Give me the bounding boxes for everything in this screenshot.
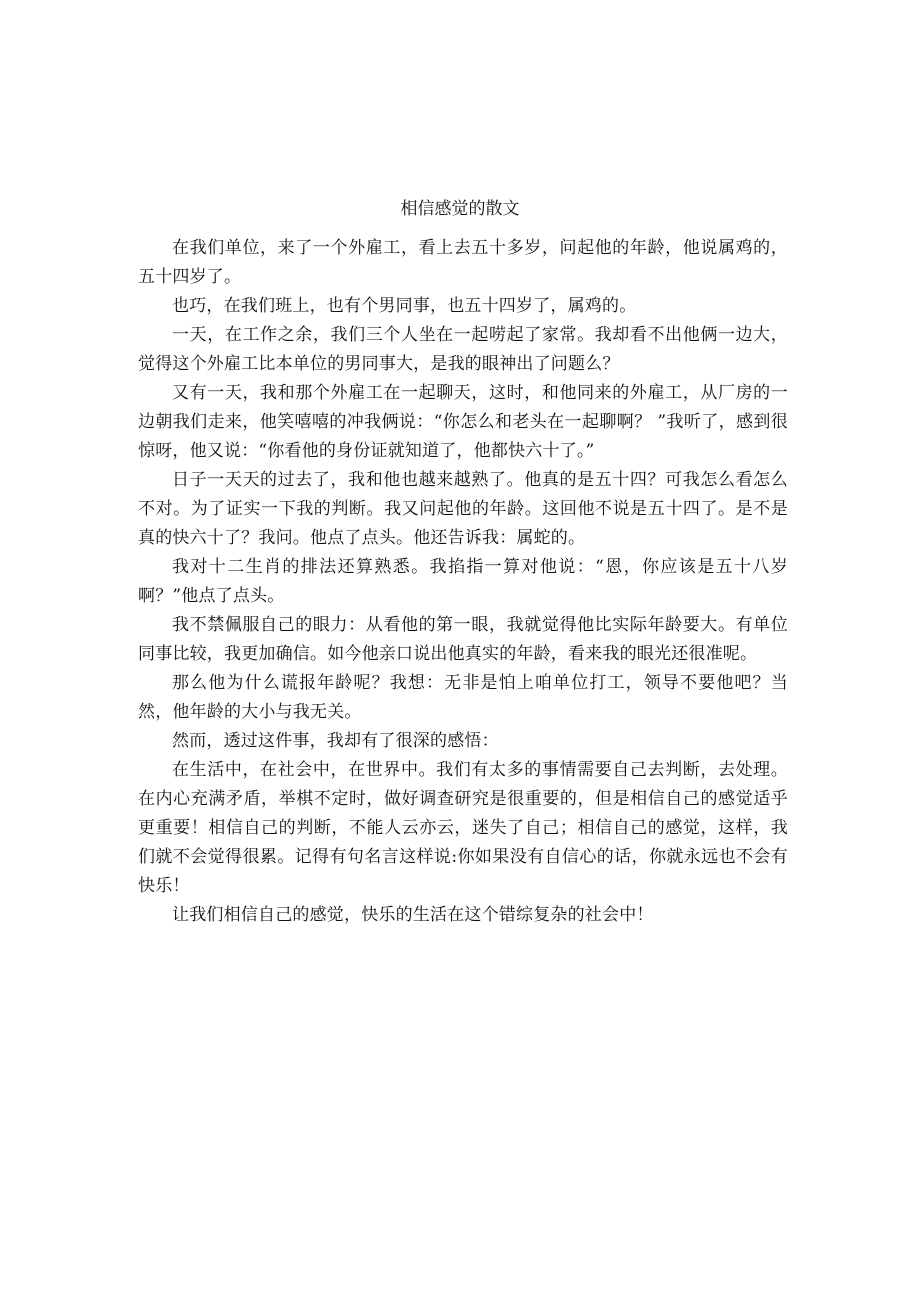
document-body: [138, 234, 788, 930]
paragraph-2: 也巧，在我们班上，也有个男同事，也五十四岁了，属鸡的。: [172, 296, 637, 316]
paragraph-11: 让我们相信自己的感觉，快乐的生活在这个错综复杂的社会中！: [172, 905, 654, 925]
document-title: 相信感觉的散文: [400, 199, 520, 219]
paragraph-7: 我不禁佩服自己的眼力：从看他的第一眼，我就觉得他比实际年龄要大。有单位同事比较，我更加确信。如今他亲口说出他真实的年龄，看来我的眼光还很准呢。: [138, 615, 788, 664]
paragraph-1: 在我们单位，来了一个外雇工，看上去五十多岁，问起他的年龄，他说属鸡的，五十四岁了。: [138, 238, 788, 287]
paragraph-9: 然而，透过这件事，我却有了很深的感悟：: [172, 731, 499, 751]
paragraph-5: 日子一天天的过去了，我和他也越来越熟了。他真的是五十四？可我怎么看怎么不对。为了证实一下我的判断。我又问起他的年龄。这回他不说是五十四了。是不是真的快六十了？我问。他点了点头。他还告诉我：属蛇的。: [138, 470, 788, 548]
paragraph-8: 那么他为什么谎报年龄呢？我想：无非是怕上咱单位打工，领导不要他吧？当然，他年龄的大小与我无关。: [138, 673, 788, 722]
paragraph-10: 在生活中，在社会中，在世界中。我们有太多的事情需要自己去判断，去处理。在内心充满矛盾，举棋不定时，做好调查研究是很重要的，但是相信自己的感觉适乎更重要！相信自己的判断，不能人云亦云，迷失了自己；相信自己的感觉，这样，我们就不会觉得很累。记得有句名言这样说:你如果没有自信心的话，你就永远也不会有快乐！: [138, 760, 788, 896]
paragraph-4: 又有一天，我和那个外雇工在一起聊天，这时，和他同来的外雇工，从厂房的一边朝我们走来，他笑嘻嘻的冲我俩说：“你怎么和老头在一起聊啊？ ”我听了，感到很惊呀，他又说：“你看他的身份证就知道了，他都快六十了。”: [138, 383, 788, 461]
paragraph-3: 一天，在工作之余，我们三个人坐在一起唠起了家常。我却看不出他俩一边大，觉得这个外雇工比本单位的男同事大，是我的眼神出了问题么？: [138, 325, 788, 374]
paragraph-6: 我对十二生肖的排法还算熟悉。我掐指一算对他说：“恩，你应该是五十八岁啊？”他点了点头。: [138, 557, 788, 606]
